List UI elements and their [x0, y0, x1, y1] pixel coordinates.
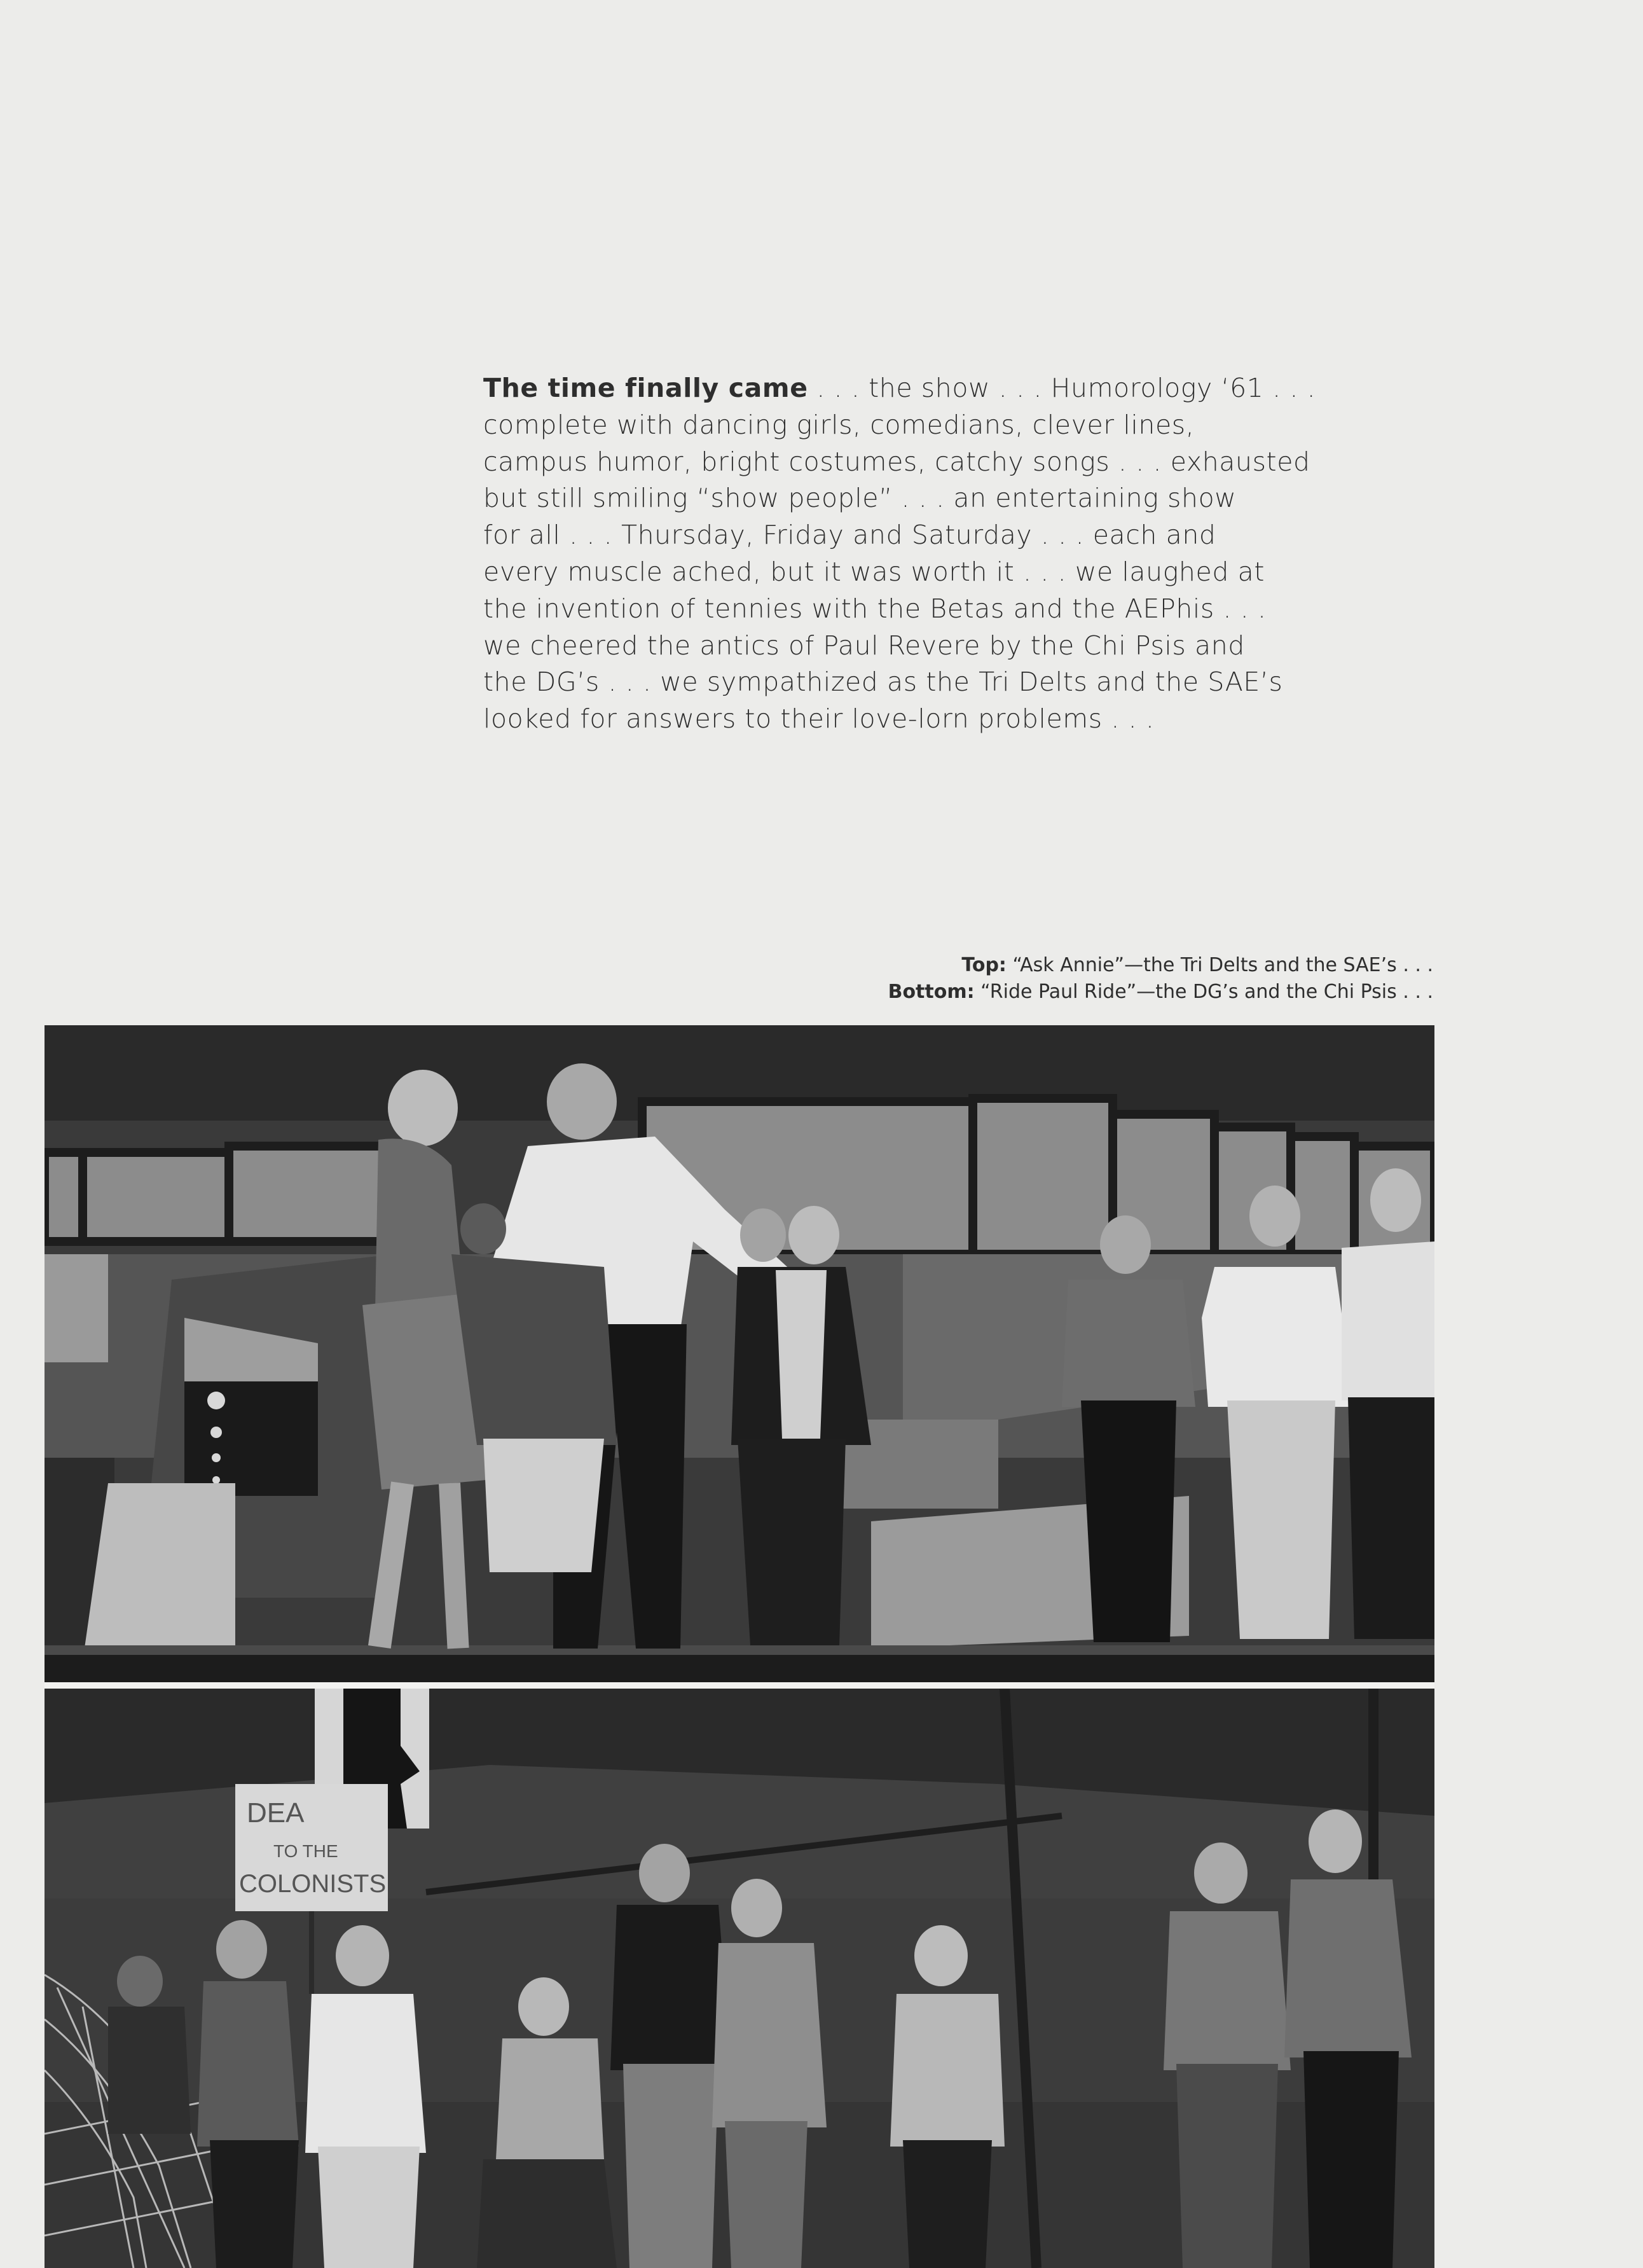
caption-top: Top: “Ask Annie”—the Tri Delts and the SAE’s . . .	[961, 954, 1433, 976]
photo-ask-annie-illustration	[45, 1025, 1434, 1682]
intro-line-9: the DG’s . . . we sympathized as the Tri Delts and the SAE’s	[483, 667, 1283, 698]
intro-line-1: The time finally came . . . the show . . . Humorology ‘61 . . .	[483, 373, 1316, 403]
sign-line-1: DEA	[247, 1797, 305, 1829]
intro-line-8: we cheered the antics of Paul Revere by the Chi Psis and	[483, 630, 1245, 661]
intro-line-3: campus humor, bright costumes, catchy songs . . . exhausted	[483, 446, 1310, 477]
caption-bottom: Bottom: “Ride Paul Ride”—the DG’s and the Chi Psis . . .	[888, 981, 1433, 1003]
photo-ride-paul-ride-illustration	[45, 1689, 1434, 2268]
sign-line-3: COLONISTS	[239, 1870, 387, 1898]
photo-ride-paul-ride	[45, 1689, 1434, 2268]
intro-paragraph	[483, 370, 1335, 738]
photo-ask-annie	[45, 1025, 1434, 1682]
intro-line-2: complete with dancing girls, comedians, clever lines,	[483, 409, 1195, 440]
intro-line-10: looked for answers to their love-lorn problems . . .	[483, 703, 1155, 735]
intro-lead: The time finally came	[483, 373, 808, 403]
sign-line-2: TO THE	[273, 1841, 338, 1861]
faint-page-mark	[655, 116, 909, 125]
intro-line-5: for all . . . Thursday, Friday and Saturday . . . each and	[483, 520, 1216, 551]
intro-line-6: every muscle ached, but it was worth it . . . we laughed at	[483, 556, 1265, 587]
photo-captions	[888, 952, 1433, 1006]
intro-line-7: the invention of tennies with the Betas and the AEPhis . . .	[483, 593, 1267, 624]
intro-line-4: but still smiling “show people” . . . an entertaining show	[483, 483, 1237, 514]
photo-divider	[45, 1682, 1434, 1689]
